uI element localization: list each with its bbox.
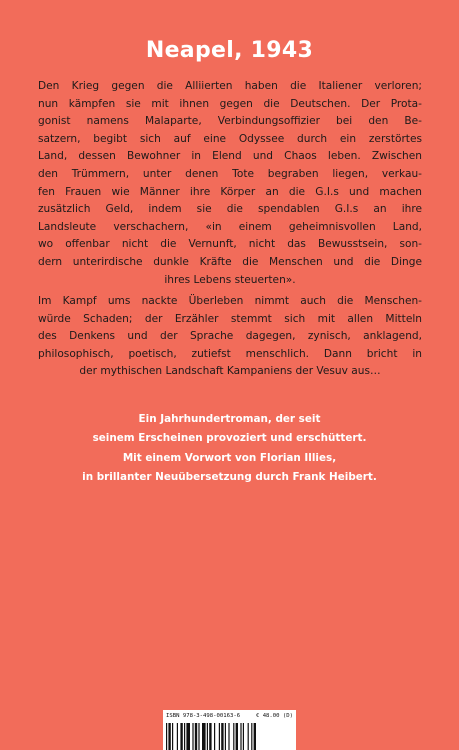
tagline-line: Ein Jahrhundertroman, der seit [138, 413, 321, 425]
blurb-line: Land, dessen Bewohner in Elend und Chaos leben. Zwischen [38, 150, 422, 163]
barcode-bar [166, 723, 167, 750]
blurb-line: zusätzlich Geld, indem sie die spendablen G.I.s an ihre [38, 203, 422, 216]
barcode-bar [254, 723, 256, 750]
tagline-line: seinem Erscheinen provoziert und erschüttert. [92, 432, 367, 445]
barcode-bar [221, 723, 223, 750]
blurb-line: nun kämpfen sie mit ihnen gegen die Deutschen. Der Prota- [38, 97, 422, 110]
barcode-bar [202, 723, 206, 750]
barcode-bar [251, 723, 252, 750]
blurb-line: dern unterirdische dunkle Kräfte die Menschen und die Dinge [38, 255, 422, 268]
barcode-bar [228, 723, 229, 750]
barcode-area [163, 710, 296, 750]
barcode-bar [172, 723, 173, 750]
tagline-line: Mit einem Vorwort von Florian Illies, [122, 451, 337, 464]
barcode-bar [248, 723, 249, 750]
cover-title: Neapel, 1943 [145, 38, 314, 63]
blurb-line: Im Kampf ums nackte Überleben nimmt auch die Menschen- [38, 295, 422, 307]
barcode-bar [225, 723, 226, 750]
barcode [166, 723, 293, 750]
blurb-line: Landsleute verschachern, «in einem geheimnisvollen Land, [38, 220, 422, 233]
blurb-line: würde Schaden; der Erzähler stemmt sich mit allen Mitteln [38, 312, 422, 325]
barcode-bar [192, 723, 193, 750]
tagline-line: in brillanter Neuübersetzung durch Frank Heibert. [82, 471, 377, 484]
blurb-paragraph-1 [38, 78, 422, 289]
barcode-bar [180, 723, 182, 750]
blurb-line: wo offenbar nicht die Vernunft, nicht das Bewusstsein, son- [38, 238, 422, 251]
tagline [0, 410, 459, 488]
barcode-bar [214, 723, 215, 750]
price: € 48.00 (D) [255, 713, 293, 719]
barcode-bar [168, 723, 170, 750]
blurb-line: fen Frauen wie Männer ihre Körper an die G.I.s und machen [38, 185, 422, 198]
barcode-bar [219, 723, 220, 750]
blurb-paragraph-2 [38, 293, 422, 381]
barcode-bar [198, 723, 199, 750]
barcode-bar [184, 723, 185, 750]
isbn-line [163, 713, 296, 719]
barcode-bar [177, 723, 178, 750]
barcode-bar [195, 723, 197, 750]
blurb-line: philosophisch, poetisch, zutiefst menschlich. Dann bricht in [38, 347, 422, 360]
blurb-line: gonist namens Malaparte, Verbindungsoffizier bei den Be- [38, 115, 422, 128]
blurb-line: Den Krieg gegen die Alliierten haben die Italiener verloren; [38, 80, 422, 92]
blurb-line: der mythischen Landschaft Kampaniens der Vesuv aus… [79, 365, 381, 378]
blurb-line: den Trümmern, unter denen Tote begraben liegen, verkau- [38, 167, 422, 180]
barcode-bar [233, 723, 234, 750]
blurb-line: ihres Lebens steuerten». [164, 273, 296, 286]
barcode-bar [236, 723, 238, 750]
barcode-bar [186, 723, 190, 750]
blurb-line: des Denkens und der Sprache dagegen, zynisch, anklagend, [38, 330, 422, 343]
barcode-bar [207, 723, 208, 750]
barcode-bar [209, 723, 211, 750]
barcode-bar [240, 723, 241, 750]
isbn-number: ISBN 978-3-498-00163-6 [166, 713, 241, 719]
blurb-line: satzern, begibt sich auf eine Odyssee durch ein zerstörtes [38, 132, 422, 145]
barcode-bar [243, 723, 244, 750]
